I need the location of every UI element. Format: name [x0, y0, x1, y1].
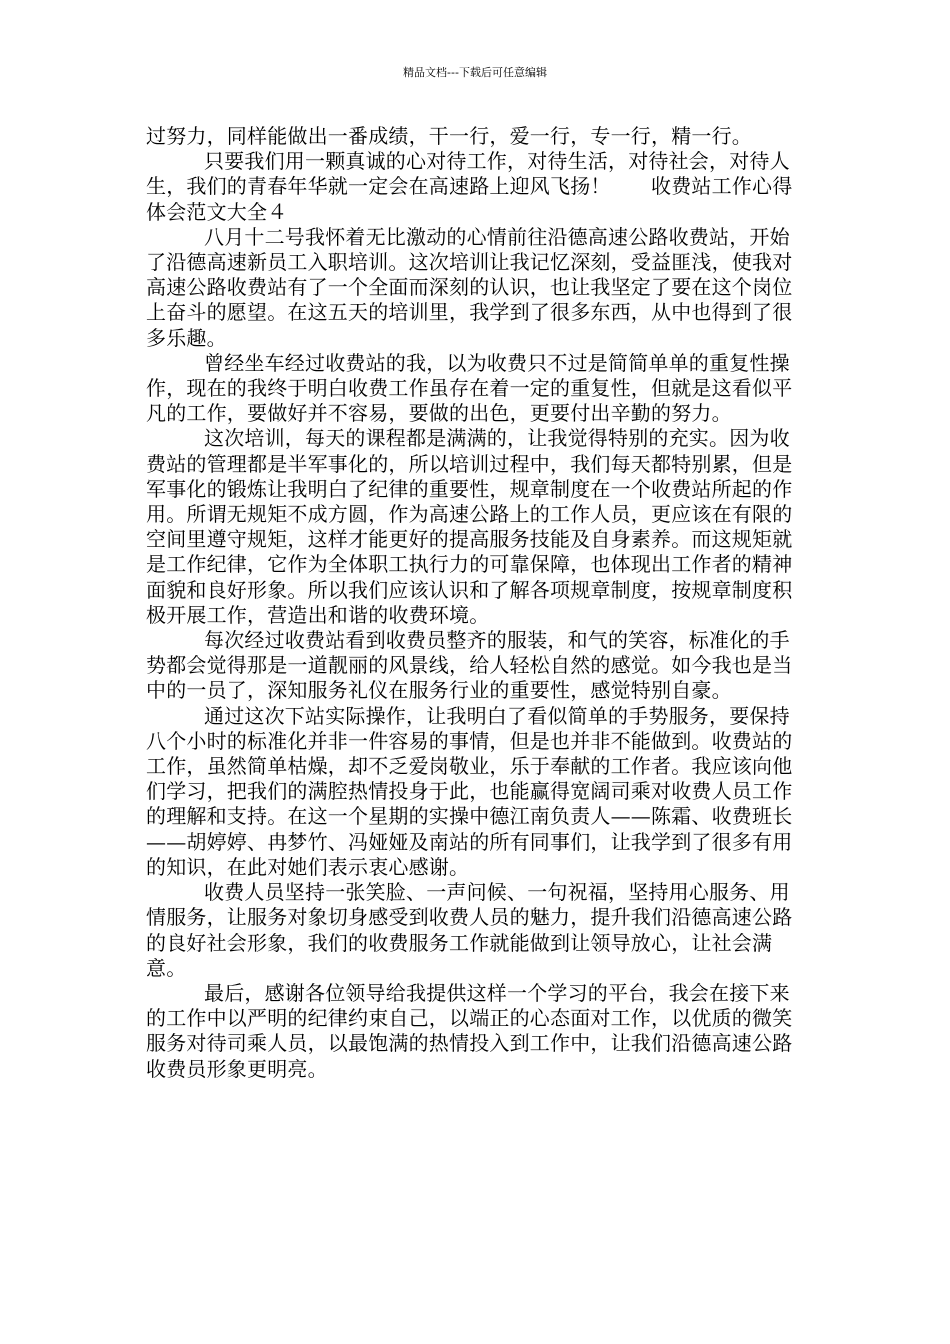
- page-header: 精品文档---下载后可任意编辑: [403, 66, 547, 79]
- paragraph-7: 通过这次下站实际操作，让我明白了看似简单的手势服务，要保持八个小时的标准化并非一件容易的事情，但是也并非不能做到。收费站的工作，虽然简单枯燥，却不乏爱岗敬业，乐于奉献的工作者。我应该向他们学习，把我们的满腔热情投身于此，也能赢得宽阔司乘对收费人员工作的理解和支持。在这一个星期的实操中德江南负责人——陈霜、收费班长——胡婷婷、冉梦竹、冯娅娅及南站的所有同事们，让我学到了很多有用的知识，在此对她们表示衷心感谢。: [146, 703, 793, 879]
- paragraph-9: 最后，感谢各位领导给我提供这样一个学习的平台，我会在接下来的工作中以严明的纪律约束自己，以端正的心态面对工作，以优质的微笑服务对待司乘人员，以最饱满的热情投入到工作中，让我们沿德高速公路收费员形象更明亮。: [146, 980, 793, 1081]
- paragraph-4: 曾经坐车经过收费站的我，以为收费只不过是简简单单的重复性操作，现在的我终于明白收费工作虽存在着一定的重复性，但就是这看似平凡的工作，要做好并不容易，要做的出色，更要付出辛勤的努力。: [146, 350, 793, 426]
- paragraph-3: 八月十二号我怀着无比激动的心情前往沿德高速公路收费站，开始了沿德高速新员工入职培训。这次培训让我记忆深刻，受益匪浅，使我对高速公路收费站有了一个全面而深刻的认识，也让我坚定了要在这个岗位上奋斗的愿望。在这五天的培训里，我学到了很多东西，从中也得到了很多乐趣。: [146, 224, 793, 350]
- paragraph-5: 这次培训，每天的课程都是满满的，让我觉得特别的充实。因为收费站的管理都是半军事化的，所以培训过程中，我们每天都特别累，但是军事化的锻炼让我明白了纪律的重要性，规章制度在一个收费站所起的作用。所谓无规矩不成方圆，作为高速公路上的工作人员，更应该在有限的空间里遵守规矩，这样才能更好的提高服务技能及自身素养。而这规矩就是工作纪律，它作为全体职工执行力的可靠保障，也体现出工作者的精神面貌和良好形象。所以我们应该认识和了解各项规章制度，按规章制度积极开展工作，营造出和谐的收费环境。: [146, 426, 793, 627]
- paragraph-2: 只要我们用一颗真诚的心对待工作，对待生活，对待社会，对待人生，我们的青春年华就一定会在高速路上迎风飞扬！ 收费站工作心得体会范文大全４: [146, 149, 793, 224]
- paragraph-6: 每次经过收费站看到收费员整齐的服装，和气的笑容，标准化的手势都会觉得那是一道靓丽的风景线，给人轻松自然的感觉。如今我也是当中的一员了，深知服务礼仪在服务行业的重要性，感觉特别自豪。: [146, 628, 793, 703]
- paragraph-1: 过努力，同样能做出一番成绩，干一行，爱一行，专一行，精一行。: [146, 124, 752, 148]
- document-body: [146, 124, 808, 1082]
- paragraph-8: 收费人员坚持一张笑脸、一声问候、一句祝福，坚持用心服务、用情服务，让服务对象切身感受到收费人员的魅力，提升我们沿德高速公路的良好社会形象，我们的收费服务工作就能做到让领导放心，让社会满意。: [146, 880, 793, 980]
